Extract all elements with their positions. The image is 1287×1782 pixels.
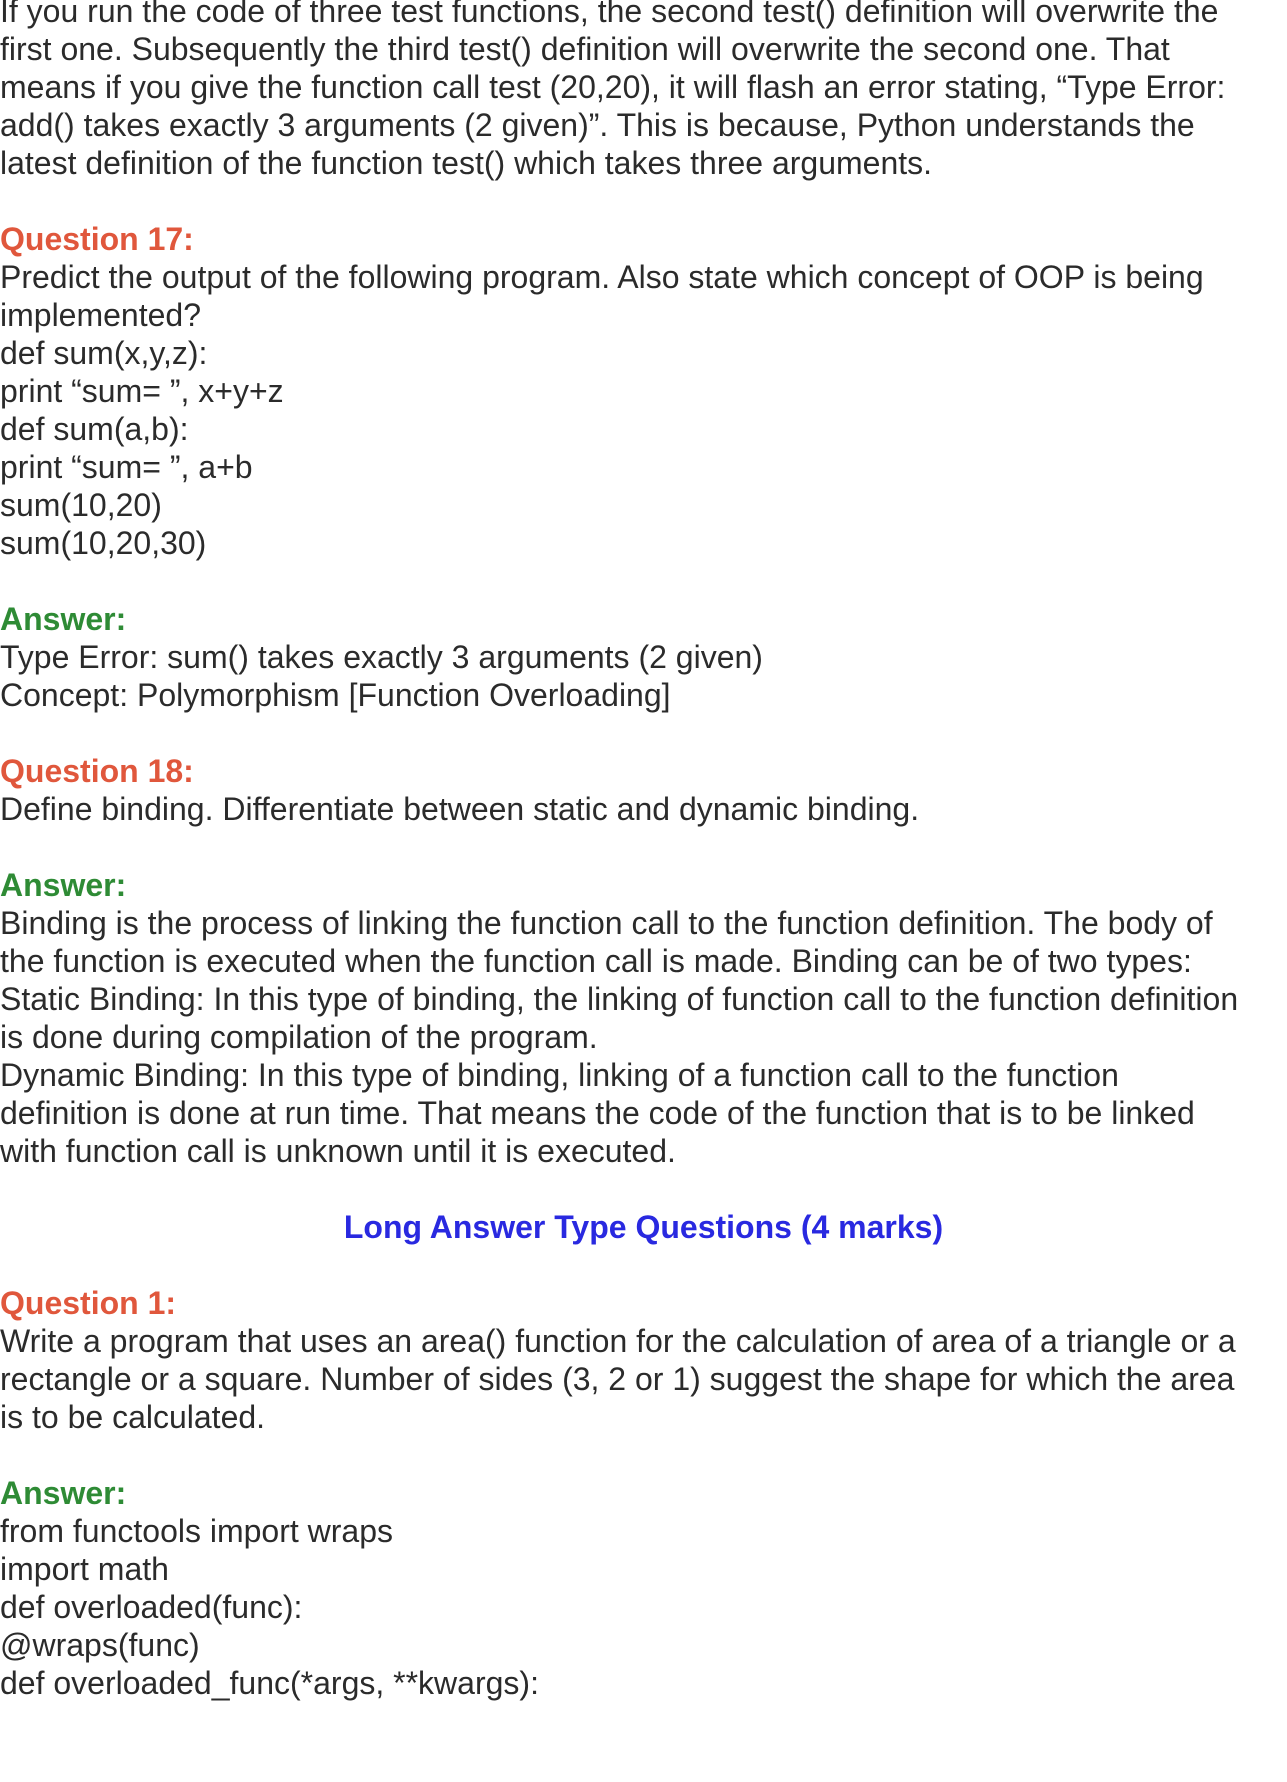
answer-line: is done during compilation of the program. xyxy=(0,1019,598,1055)
intro-line: latest definition of the function test() which takes three arguments. xyxy=(0,145,933,181)
code-line: from functools import wraps xyxy=(0,1513,394,1549)
code-line: import math xyxy=(0,1551,169,1587)
answer-17-heading: Answer: xyxy=(0,601,127,637)
answer-line: Type Error: sum() takes exactly 3 arguments (2 given) xyxy=(0,639,763,675)
intro-line: means if you give the function call test (20,20), it will flash an error stating, “Type Error: xyxy=(0,69,1226,105)
answer-line: with function call is unknown until it is executed. xyxy=(0,1133,676,1169)
question-17-body xyxy=(0,258,1287,562)
question-line: Write a program that uses an area() function for the calculation of area of a triangle or a xyxy=(0,1323,1236,1359)
intro-line: add() takes exactly 3 arguments (2 given)”. This is because, Python understands the xyxy=(0,107,1195,143)
code-line: def overloaded_func(*args, **kwargs): xyxy=(0,1665,539,1701)
question-line: implemented? xyxy=(0,297,201,333)
answer-line: definition is done at run time. That means the code of the function that is to be linked xyxy=(0,1095,1195,1131)
question-line: is to be calculated. xyxy=(0,1399,266,1435)
question-line: Predict the output of the following program. Also state which concept of OOP is being xyxy=(0,259,1204,295)
spacer xyxy=(0,1246,1287,1284)
answer-18-heading: Answer: xyxy=(0,867,127,903)
code-line: print “sum= ”, a+b xyxy=(0,449,253,485)
code-line: sum(10,20,30) xyxy=(0,525,207,561)
code-line: def sum(a,b): xyxy=(0,411,189,447)
spacer xyxy=(0,1436,1287,1474)
answer-line: the function is executed when the function call is made. Binding can be of two types: xyxy=(0,943,1192,979)
spacer xyxy=(0,714,1287,752)
long-question-1-heading: Question 1: xyxy=(0,1285,177,1321)
code-line: @wraps(func) xyxy=(0,1627,200,1663)
intro-line: first one. Subsequently the third test() definition will overwrite the second one. That xyxy=(0,31,1170,67)
long-question-1-body xyxy=(0,1322,1287,1436)
code-line: sum(10,20) xyxy=(0,487,162,523)
answer-line: Concept: Polymorphism [Function Overloading] xyxy=(0,677,671,713)
question-line: rectangle or a square. Number of sides (3, 2 or 1) suggest the shape for which the area xyxy=(0,1361,1235,1397)
code-line: def overloaded(func): xyxy=(0,1589,303,1625)
answer-17-body xyxy=(0,638,1287,714)
long-answer-1-body xyxy=(0,1512,1287,1702)
long-answer-1-heading: Answer: xyxy=(0,1475,127,1511)
answer-line: Dynamic Binding: In this type of binding, linking of a function call to the function xyxy=(0,1057,1119,1093)
spacer xyxy=(0,562,1287,600)
answer-18-body xyxy=(0,904,1287,1170)
answer-line: Binding is the process of linking the function call to the function definition. The body of xyxy=(0,905,1213,941)
code-line: def sum(x,y,z): xyxy=(0,335,208,371)
long-answer-section-heading: Long Answer Type Questions (4 marks) xyxy=(343,1209,944,1245)
spacer xyxy=(0,1170,1287,1208)
spacer xyxy=(0,828,1287,866)
question-18-heading: Question 18: xyxy=(0,753,194,789)
spacer xyxy=(0,182,1287,220)
question-18-body xyxy=(0,790,1287,828)
question-line: Define binding. Differentiate between static and dynamic binding. xyxy=(0,791,920,827)
question-17-heading: Question 17: xyxy=(0,221,194,257)
answer-line: Static Binding: In this type of binding, the linking of function call to the function definition xyxy=(0,981,1239,1017)
intro-paragraph xyxy=(0,0,1287,182)
code-line: print “sum= ”, x+y+z xyxy=(0,373,284,409)
intro-line: If you run the code of three test functions, the second test() definition will overwrite the xyxy=(0,0,1219,29)
